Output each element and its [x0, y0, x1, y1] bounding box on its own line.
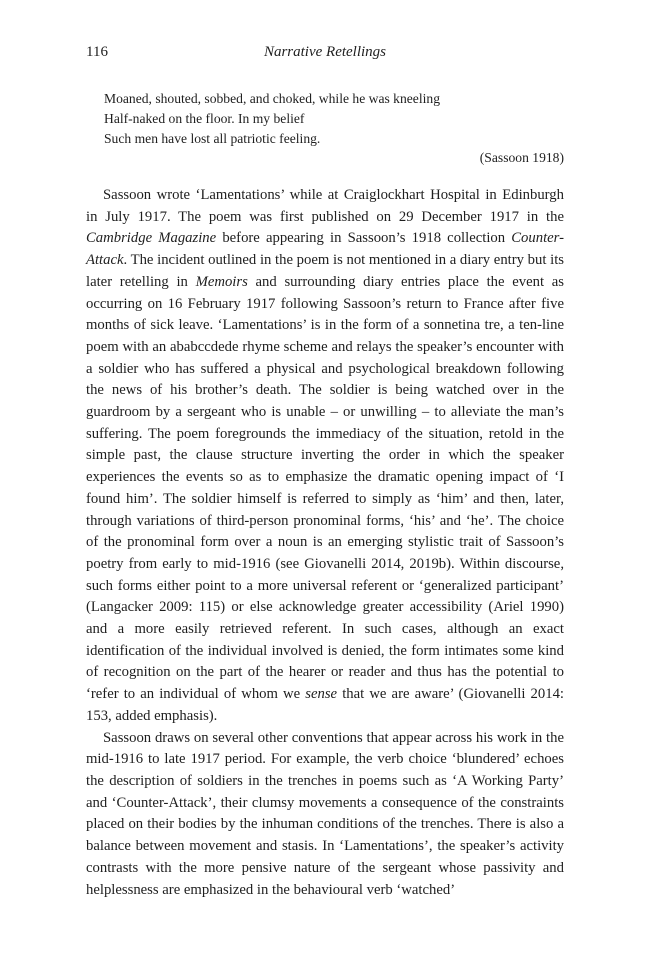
text-run: that we are aware’ (Giovanelli 2014: 153, added emphasis). — [86, 686, 565, 724]
quote-line: Half-naked on the floor. In my belief — [104, 111, 305, 126]
block-quote — [104, 89, 564, 149]
quote-citation: (Sassoon 1918) — [479, 150, 564, 165]
text-run: Sassoon wrote ‘Lamentations’ while at Craiglockhart Hospital in Edinburgh in July 1917. The poem was first published on 29 December 1917 in the — [86, 187, 564, 225]
italic-title: Memoirs — [195, 273, 248, 290]
page-header — [86, 44, 564, 66]
running-title: Narrative Retellings — [263, 44, 387, 60]
page-number: 116 — [86, 44, 108, 60]
paragraph-2: Sassoon draws on several other conventions that appear across his work in the mid-1916 to late 1917 period. For example, the verb choice ‘blundered’ echoes the description of soldiers in the trenches in poems such as ‘A Working Party’ and ‘Counter-Attack’, their clumsy movements a consequence of the constraints placed on their bodies by the inhuman conditions of the trenches. There is also a balance between movement and stasis. In ‘Lamentations’, the speaker’s activity contrasts with the more pensive nature of the sergeant whose passivity and helplessness are emphasized in the behavioural verb ‘watched’ — [86, 729, 564, 898]
italic-emphasis: sense — [305, 686, 338, 703]
text-run: . The incident outlined in the poem is not mentioned in a diary entry but its later retelling in — [86, 252, 564, 290]
quote-line: Moaned, shouted, sobbed, and choked, while he was kneeling — [104, 91, 440, 106]
paragraph-1 — [86, 185, 564, 728]
quote-line: Such men have lost all patriotic feeling. — [104, 131, 321, 146]
text-run: and surrounding diary entries place the event as occurring on 16 February 1917 following Sassoon’s return to France after five months of sick leave. ‘Lamentations’ is in the form of a sonnetina tre, a ten-line poem with an ababccdede rhyme scheme and relays the speaker’s encounter with a soldier who has suffered a physical and psychological breakdown following the news of his brother’s death. The soldier is being watched over in the guardroom by a sergeant who is unable – or unwilling – to alleviate the man’s suffering. The poem foregrounds the immediacy of the situation, retold in the simple past, the clause structure inverting the order in which the speaker experiences the events so as to emphasize the dramatic opening impact of ‘I found him’. The soldier himself is referred to simply as ‘him’ and then, later, through variations of third-person pronominal forms, ‘his’ and ‘he’. The choice of the pronominal form over a noun is an emerging stylistic trait of Sassoon’s poetry from early to mid-1916 (see Giovanelli 2014, 2019b). Within discourse, such forms either point to a more universal referent or ‘generalized participant’ (Langacker 2009: 115) or else acknowledge greater accessibility (Ariel 1990) and a more easily retrieved referent. In such cases, although an exact identification of the individual involved is denied, the form intimates some kind of recognition on the part of the hearer or reader and thus has the potential to ‘refer to an individual of whom we — [86, 273, 564, 703]
body-text — [86, 185, 564, 901]
text-run: before appearing in Sassoon’s 1918 collection — [216, 230, 512, 247]
italic-title: Counter-Attack — [86, 230, 564, 269]
italic-title: Cambridge Magazine — [86, 230, 217, 247]
